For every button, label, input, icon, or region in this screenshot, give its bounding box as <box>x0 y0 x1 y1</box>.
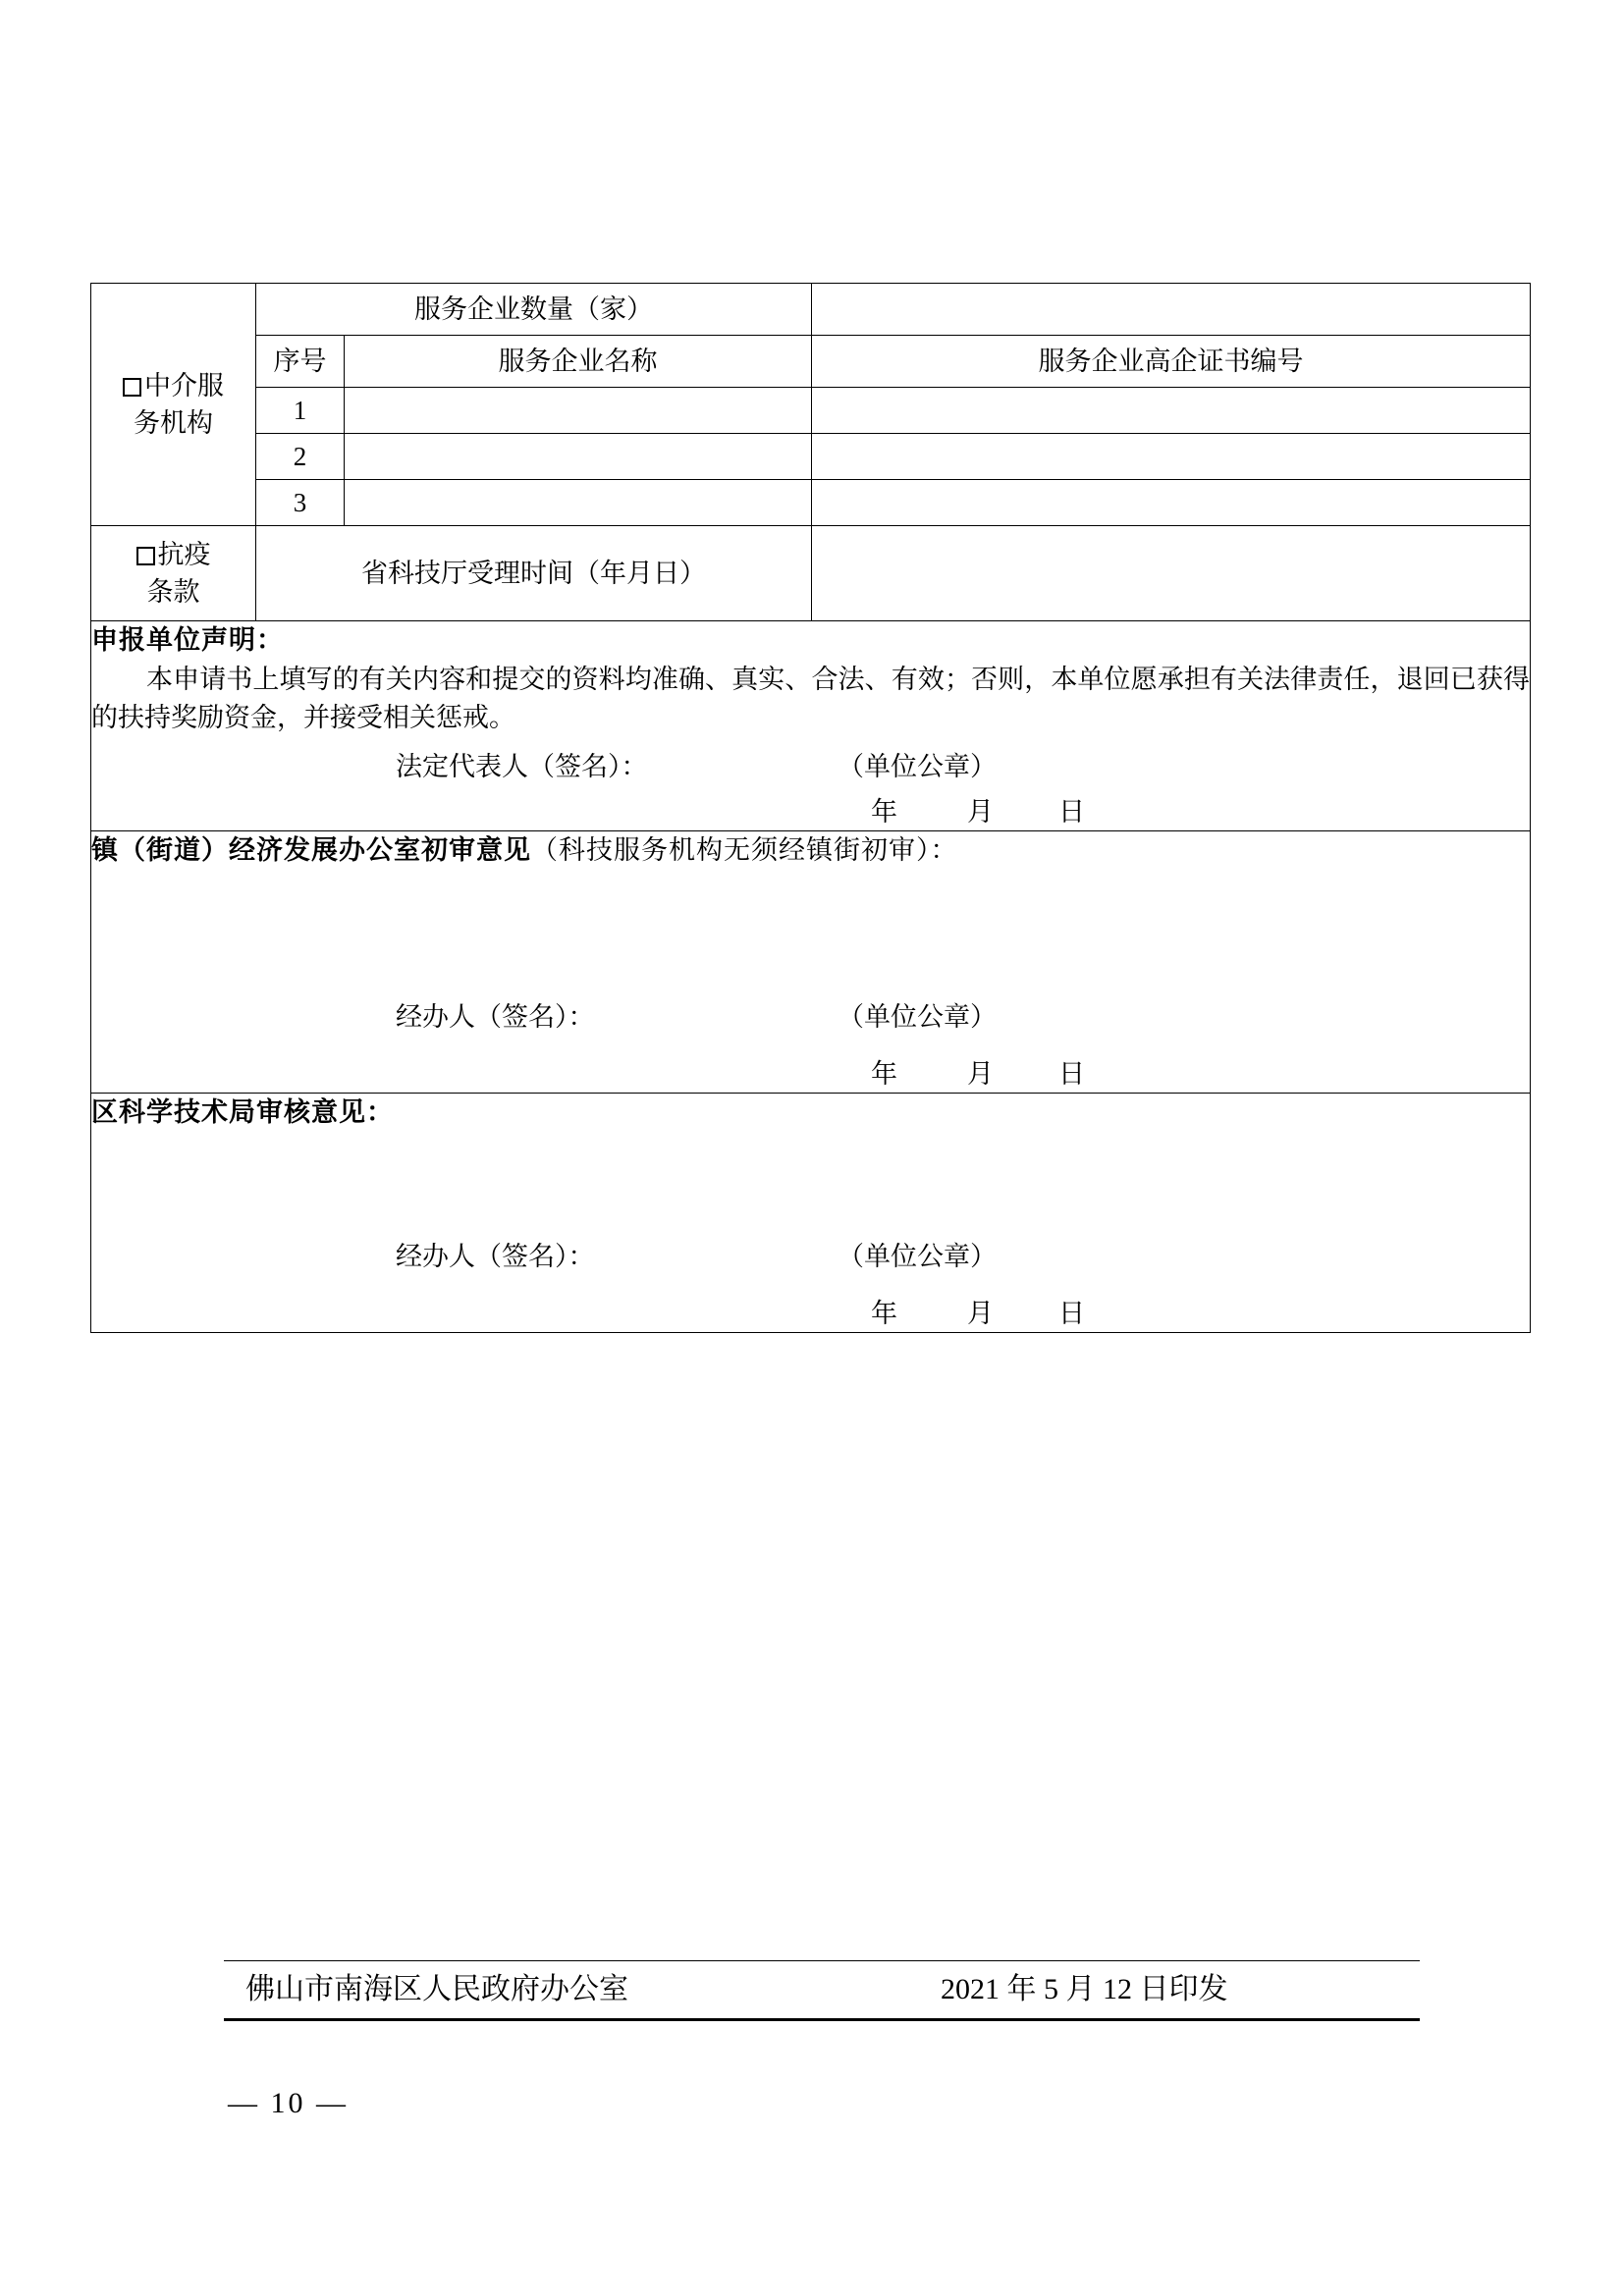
declaration-body: 本申请书上填写的有关内容和提交的资料均准确、真实、合法、有效；否则，本单位愿承担有关法律责任，退回已获得的扶持奖励资金，并接受相关惩戒。 <box>91 665 1530 732</box>
declaration-block <box>91 621 1531 831</box>
footer-issue-date: 2021 年 5 月 12 日印发 <box>941 1973 1228 2005</box>
checkbox-icon[interactable] <box>136 547 155 565</box>
declaration-row <box>91 621 1531 831</box>
date-day-label: 日 <box>1058 1298 1085 1328</box>
cell-certificate-no[interactable] <box>812 480 1531 526</box>
epidemic-label-text1: 抗疫 <box>157 539 211 569</box>
column-header-certificate-no: 服务企业高企证书编号 <box>812 336 1531 388</box>
date-year-label: 年 <box>871 796 897 827</box>
table-header-row <box>91 336 1531 388</box>
town-review-comment-area[interactable] <box>91 869 1530 987</box>
row-index: 3 <box>256 480 345 526</box>
cell-enterprise-name[interactable] <box>345 434 812 480</box>
declaration-title: 申报单位声明： <box>91 625 284 655</box>
table-row <box>91 284 1531 336</box>
date-month-label: 月 <box>967 796 994 827</box>
spacer <box>91 1275 1530 1287</box>
table-row <box>91 388 1531 434</box>
cell-enterprise-name[interactable] <box>345 388 812 434</box>
agency-label-line2: 务机构 <box>134 408 213 438</box>
town-review-date-line <box>91 1055 1530 1093</box>
epidemic-label-line1 <box>91 536 255 573</box>
cell-enterprise-name[interactable] <box>345 480 812 526</box>
column-header-enterprise-name: 服务企业名称 <box>345 336 812 388</box>
district-review-date-line <box>91 1295 1530 1332</box>
date-month-label: 月 <box>967 1059 994 1090</box>
service-enterprise-count-value[interactable] <box>812 284 1531 336</box>
category-cell-agency <box>91 284 256 526</box>
cell-certificate-no[interactable] <box>812 388 1531 434</box>
acceptance-time-label: 省科技厅受理时间（年月日） <box>256 526 812 621</box>
service-enterprise-count-header: 服务企业数量（家） <box>256 284 812 336</box>
official-seal-label: （单位公章） <box>838 751 997 781</box>
handler-signature-label: 经办人（签名）： <box>396 1002 595 1033</box>
agency-label-text1: 中介服 <box>144 370 224 400</box>
handler-signature-label: 经办人（签名）： <box>396 1241 595 1271</box>
footer-divider-bottom <box>224 2018 1420 2021</box>
district-review-signature-line <box>91 1238 1530 1275</box>
date-day-label: 日 <box>1058 796 1085 827</box>
table-row <box>91 434 1531 480</box>
table-row <box>91 480 1531 526</box>
date-day-label: 日 <box>1058 1059 1085 1090</box>
acceptance-time-value[interactable] <box>812 526 1531 621</box>
footer-content-row <box>224 1961 1420 2018</box>
date-month-label: 月 <box>967 1298 994 1328</box>
district-review-block <box>91 1094 1531 1332</box>
footer-issuer: 佛山市南海区人民政府办公室 <box>245 1973 628 2005</box>
date-year-label: 年 <box>871 1059 897 1090</box>
district-review-comment-area[interactable] <box>91 1132 1530 1226</box>
official-seal-label: （单位公章） <box>838 1002 997 1033</box>
district-review-row <box>91 1094 1531 1332</box>
checkbox-icon[interactable] <box>123 378 141 397</box>
town-review-signature-line <box>91 998 1530 1036</box>
spacer <box>91 1036 1530 1047</box>
town-review-row <box>91 830 1531 1093</box>
town-review-block <box>91 830 1531 1093</box>
town-review-title-note: （科技服务机构无须经镇街初审）： <box>531 834 958 865</box>
town-review-title <box>91 831 1530 869</box>
application-form-table <box>90 283 1531 1333</box>
official-seal-label: （单位公章） <box>838 1241 997 1271</box>
agency-label-line1 <box>91 367 255 404</box>
column-header-index: 序号 <box>256 336 345 388</box>
legal-representative-signature-label: 法定代表人（签名）： <box>396 751 648 781</box>
row-index: 1 <box>256 388 345 434</box>
district-review-title: 区科学技术局审核意见： <box>91 1097 394 1128</box>
table-row <box>91 526 1531 621</box>
row-index: 2 <box>256 434 345 480</box>
page-footer <box>224 1960 1420 2021</box>
page-number: — 10 — <box>228 2087 349 2119</box>
date-year-label: 年 <box>871 1298 897 1328</box>
declaration-date-line <box>91 793 1530 830</box>
town-review-title-bold: 镇（街道）经济发展办公室初审意见 <box>91 834 531 865</box>
declaration-signature-line <box>91 748 1530 785</box>
cell-certificate-no[interactable] <box>812 434 1531 480</box>
epidemic-label-line2: 条款 <box>146 577 200 607</box>
category-cell-epidemic <box>91 526 256 621</box>
